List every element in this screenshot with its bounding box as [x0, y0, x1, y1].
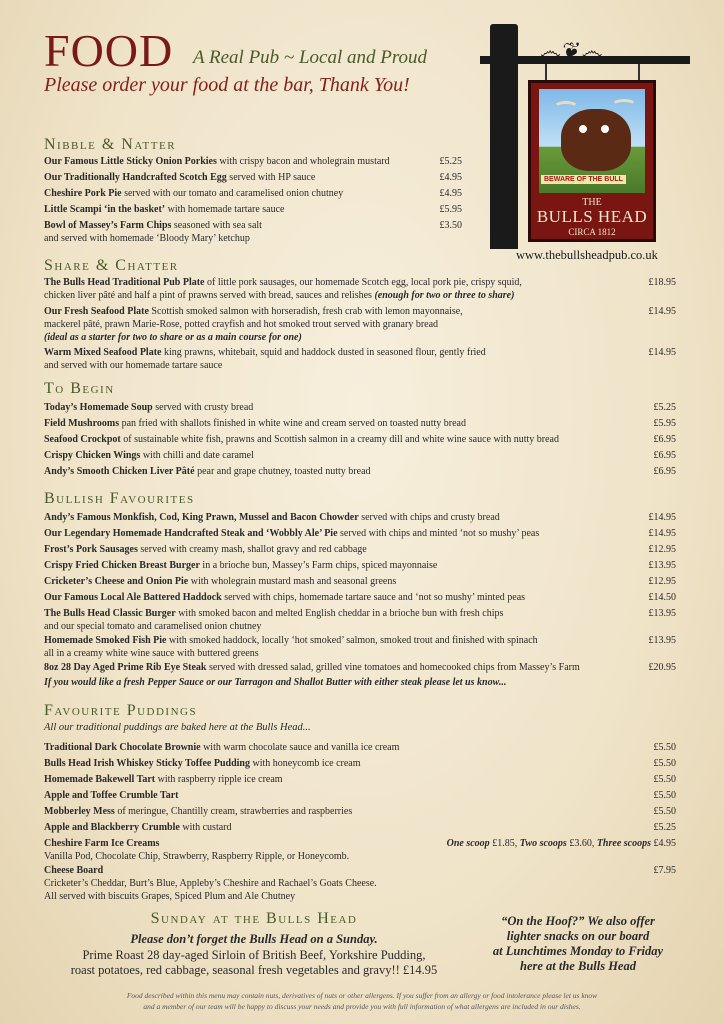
menu-item-ice-creams: Cheshire Farm Ice Creams One scoop £1.85, Two scoops £3.60, Three scoops £4.95 Vanilla Pod, Chocolate Chip, Strawberry, Raspberry Ripple, or Honeycomb. — [44, 838, 676, 862]
section-title-nibble: Nibble & Natter — [44, 136, 177, 153]
sunday-line2: Prime Roast 28 day-aged Sirloin of British Beef, Yorkshire Pudding, — [82, 948, 426, 962]
menu-item: Crispy Chicken Wings with chilli and date caramel £6.95 — [44, 450, 676, 461]
sign-name: BULLS HEAD — [536, 207, 648, 226]
on-the-hoof-note: “On the Hoof?” We also offer lighter snacks on our board at Lunchtimes Monday to Friday here at the Bulls Head — [492, 914, 664, 973]
menu-item: Our Fresh Seafood Plate Scottish smoked salmon with horseradish, fresh crab with lemon mayonnaise, £14.95 mackerel pâté, prawn Marie-Rose, potted crayfish and hot smoked trout served with granary bread (ideal as a starter for two to share or as a main course for one) — [44, 306, 676, 343]
section-title-sunday: Sunday at the Bulls Head — [150, 910, 358, 927]
menu-item: Warm Mixed Seafood Plate king prawns, whitebait, squid and haddock dusted in seasoned flour, gently fried £14.95 and served with our homemade tartare sauce — [44, 347, 676, 371]
menu-item: Apple and Blackberry Crumble with custard £5.25 — [44, 822, 676, 833]
menu-item: 8oz 28 Day Aged Prime Rib Eye Steak served with dressed salad, grilled vine tomatoes and homecooked chips from Massey’s Farm £20.95 — [44, 662, 676, 673]
section-title-share: Share & Chatter — [44, 257, 179, 274]
menu-item: Cheshire Pork Pie served with our tomato and caramelised onion chutney £4.95 — [44, 188, 462, 199]
menu-item: The Bulls Head Traditional Pub Plate of little pork sausages, our homemade Scotch egg, local pork pie, crispy squid, £18.95 chicken liver pâté and half a pint of prawns served with bread, sauces and relishes (enough for two or three to share) — [44, 277, 676, 301]
allergen-footer: Food described within this menu may contain nuts, derivatives of nuts or other allergens. If you suffer from an allergy or food intolerance please let us know and a member of our team will be happy to discuss your needs and provide you with full information of what allergens are included in our dishes. — [126, 991, 598, 1011]
menu-item: Apple and Toffee Crumble Tart £5.50 — [44, 790, 676, 801]
menu-item: Cricketer’s Cheese and Onion Pie with wholegrain mustard mash and seasonal greens £12.95 — [44, 576, 676, 587]
menu-item: Bowl of Massey’s Farm Chips seasoned with sea salt £3.50 and served with homemade ‘Bloody Mary’ ketchup — [44, 220, 462, 244]
sunday-line1: Please don’t forget the Bulls Head on a Sunday. — [130, 932, 378, 946]
sign-circa: CIRCA 1812 — [568, 227, 616, 237]
steak-sauce-note: If you would like a fresh Pepper Sauce or our Tarragon and Shallot Butter with either steak please let us know... — [44, 677, 507, 688]
ice-cream-prices: One scoop £1.85, Two scoops £3.60, Three scoops £4.95 — [446, 838, 676, 849]
menu-item: Crispy Fried Chicken Breast Burger in a brioche bun, Massey’s Farm chips, spiced mayonnaise £13.95 — [44, 560, 676, 571]
menu-item: Our Famous Little Sticky Onion Porkies with crispy bacon and wholegrain mustard £5.25 — [44, 156, 462, 167]
pub-sign — [528, 80, 656, 242]
sunday-line3: roast potatoes, red cabbage, seasonal fresh vegetables and gravy!! £14.95 — [70, 963, 438, 977]
menu-item: Traditional Dark Chocolate Brownie with warm chocolate sauce and vanilla ice cream £5.50 — [44, 742, 676, 753]
menu-item: Our Traditionally Handcrafted Scotch Egg served with HP sauce £4.95 — [44, 172, 462, 183]
order-instruction: Please order your food at the bar, Thank You! — [44, 74, 410, 96]
section-title-puddings: Favourite Puddings — [44, 702, 198, 719]
scroll-ornament-icon: ෴❦෴ — [540, 38, 605, 63]
menu-item: Homemade Bakewell Tart with raspberry ripple ice cream £5.50 — [44, 774, 676, 785]
beware-plaque: BEWARE OF THE BULL — [541, 175, 626, 184]
bull-illustration — [539, 89, 645, 193]
menu-item: Andy’s Famous Monkfish, Cod, King Prawn, Mussel and Bacon Chowder served with chips and crusty bread £14.95 — [44, 512, 676, 523]
menu-item: The Bulls Head Classic Burger with smoked bacon and melted English cheddar in a brioche bun with fresh chips £13.95 and our special tomato and caramelised onion chutney — [44, 608, 676, 632]
menu-item: Homemade Smoked Fish Pie with smoked haddock, locally ‘hot smoked’ salmon, smoked trout and finished with spinach £13.95 all in a creamy white wine sauce with buttered greens — [44, 635, 676, 659]
menu-item: Our Legendary Homemade Handcrafted Steak and ‘Wobbly Ale’ Pie served with chips and minted ‘not so mushy’ peas £14.95 — [44, 528, 676, 539]
menu-item: Bulls Head Irish Whiskey Sticky Toffee Pudding with honeycomb ice cream £5.50 — [44, 758, 676, 769]
menu-item: Our Famous Local Ale Battered Haddock served with chips, homemade tartare sauce and ‘not so mushy’ minted peas £14.50 — [44, 592, 676, 603]
section-title-bullish: Bullish Favourites — [44, 490, 195, 507]
menu-item: Mobberley Mess of meringue, Chantilly cream, strawberries and raspberries £5.50 — [44, 806, 676, 817]
tagline: A Real Pub ~ Local and Proud — [193, 47, 428, 68]
website-link[interactable]: www.thebullsheadpub.co.uk — [516, 248, 658, 262]
menu-item: Frost’s Pork Sausages served with creamy mash, shallot gravy and red cabbage £12.95 — [44, 544, 676, 555]
menu-item: Seafood Crockpot of sustainable white fish, prawns and Scottish salmon in a creamy dill and white wine sauce with nutty bread £6.95 — [44, 434, 676, 445]
puddings-intro: All our traditional puddings are baked here at the Bulls Head... — [44, 722, 311, 733]
sign-the: THE — [582, 197, 602, 208]
menu-item-cheese-board: Cheese Board £7.95 Cricketer’s Cheddar, Burt’s Blue, Appleby’s Cheshire and Rachael’s Goats Cheese. All served with biscuits Grapes, Spiced Plum and Ale Chutney — [44, 865, 676, 902]
menu-item: Andy’s Smooth Chicken Liver Pâté pear and grape chutney, toasted nutty bread £6.95 — [44, 466, 676, 477]
menu-item: Little Scampi ‘in the basket’ with homemade tartare sauce £5.95 — [44, 204, 462, 215]
section-title-begin: To Begin — [44, 380, 115, 397]
menu-item: Today’s Homemade Soup served with crusty bread £5.25 — [44, 402, 676, 413]
page-title: FOOD — [44, 25, 174, 76]
menu-item: Field Mushrooms pan fried with shallots finished in white wine and cream served on toasted nutty bread £5.95 — [44, 418, 676, 429]
